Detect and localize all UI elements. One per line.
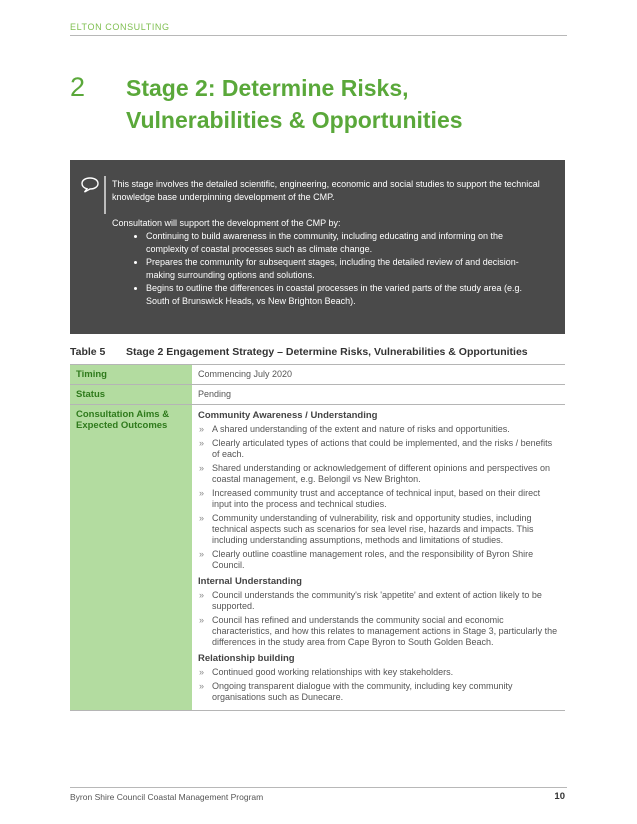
timing-value: Commencing July 2020 xyxy=(192,365,565,385)
list-item: » Clearly outline coastline management roles, and the responsibility of Byron Shire Council. xyxy=(198,549,559,571)
callout-body xyxy=(112,178,544,308)
callout-bullet: • Continuing to build awareness in the community, including educating and informing on the complexity of coastal processes such as climate change. xyxy=(146,230,544,256)
table-number: Table 5 xyxy=(70,346,106,358)
engagement-table xyxy=(70,364,565,711)
section-number: 2 xyxy=(70,72,86,102)
list-item: » Council has refined and understands the community social and economic characteristics, and how this relates to management actions in Stage 3, particularly the differences in the study area from Cape Byron to South Golden Beach. xyxy=(198,615,559,648)
group-list xyxy=(198,424,559,571)
footer-title: Byron Shire Council Coastal Management Program xyxy=(70,792,264,802)
group-heading: Community Awareness / Understanding xyxy=(198,410,378,421)
list-item: » Continued good working relationships with key stakeholders. xyxy=(198,667,559,678)
group-heading: Relationship building xyxy=(198,653,295,664)
group-heading: Internal Understanding xyxy=(198,576,302,587)
group-list xyxy=(198,667,559,703)
callout-box xyxy=(70,160,565,334)
list-item: » Community understanding of vulnerability, risk and opportunity studies, including technical aspects such as scenarios for sea level rise, hazards and impacts. This including understanding assumptions, methods and limitations of studies. xyxy=(198,513,559,546)
section-title: Stage 2: Determine Risks, Vulnerabilities & Opportunities xyxy=(126,75,463,133)
callout-bar xyxy=(104,176,106,214)
list-item: » Increased community trust and acceptance of technical input, based on their direct input into the process and technical studies. xyxy=(198,488,559,510)
list-item: » Shared understanding or acknowledgement of different opinions and perspectives on coastal management, e.g. Belongil vs New Brighton. xyxy=(198,463,559,485)
table-row xyxy=(70,405,565,711)
list-item: » Council understands the community's risk 'appetite' and extent of action likely to be supported. xyxy=(198,590,559,612)
speech-bubble-icon xyxy=(80,176,100,199)
aims-content xyxy=(192,405,565,711)
callout-list xyxy=(112,230,544,308)
footer-divider xyxy=(70,787,567,788)
group-list xyxy=(198,590,559,648)
table-caption-text: Stage 2 Engagement Strategy – Determine Risks, Vulnerabilities & Opportunities xyxy=(126,346,528,358)
aims-label: Consultation Aims & Expected Outcomes xyxy=(70,405,192,711)
list-item: » Ongoing transparent dialogue with the community, including key community organisations such as Dunecare. xyxy=(198,681,559,703)
callout-intro: This stage involves the detailed scientific, engineering, economic and social studies to support the technical knowledge base underpinning development of the CMP. xyxy=(112,179,540,202)
status-label: Status xyxy=(70,385,192,405)
list-item: » Clearly articulated types of actions that could be implemented, and the risks / benefits of each. xyxy=(198,438,559,460)
timing-label: Timing xyxy=(70,365,192,385)
callout-bullet: • Begins to outline the differences in coastal processes in the varied parts of the study area (e.g. South of Brunswick Heads, vs New Brighton Beach). xyxy=(146,282,544,308)
table-caption xyxy=(70,346,528,358)
table-row xyxy=(70,365,565,385)
callout-lead: Consultation will support the development of the CMP by: xyxy=(112,218,341,228)
table-row xyxy=(70,385,565,405)
header-divider xyxy=(70,35,567,36)
list-item: » A shared understanding of the extent and nature of risks and opportunities. xyxy=(198,424,559,435)
callout-bullet: • Prepares the community for subsequent stages, including the detailed review of and decision-making surrounding options and solutions. xyxy=(146,256,544,282)
header-brand: ELTON CONSULTING xyxy=(70,22,170,32)
status-value: Pending xyxy=(192,385,565,405)
page-number: 10 xyxy=(554,791,565,802)
